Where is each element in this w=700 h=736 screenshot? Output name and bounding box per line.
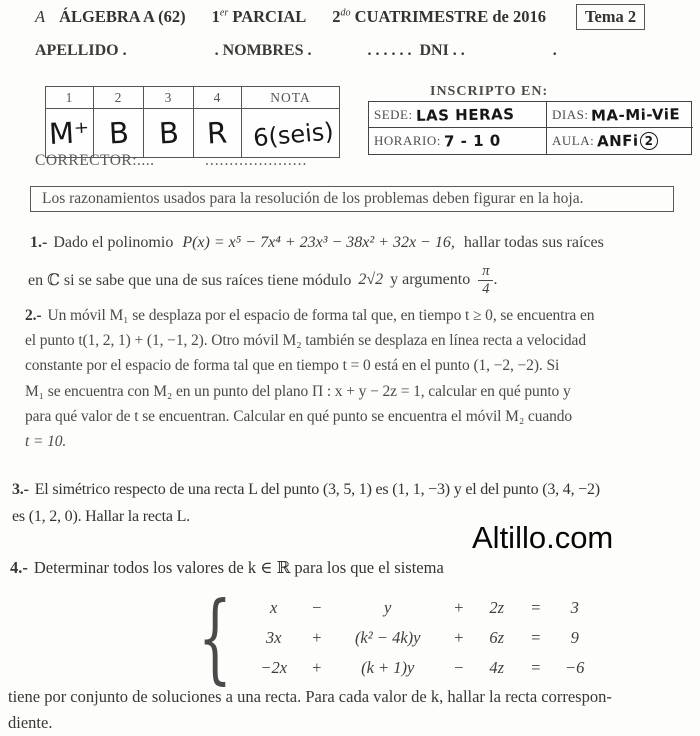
eq2-sign1: + xyxy=(311,628,323,647)
corrector-dotted-line: ..................... xyxy=(205,152,308,169)
problem4-intro xyxy=(10,558,444,578)
term-word: CUATRIMESTRE de 2016 xyxy=(350,7,546,26)
problem2-number: 2.- xyxy=(25,307,42,324)
problem4-tail-line2: diente. xyxy=(8,713,53,732)
problem1-lead: Dado el polinomio xyxy=(53,234,174,251)
eq2-yterm: (k² − 4k)y xyxy=(354,628,421,647)
eq1-rhs: 3 xyxy=(570,598,579,617)
horario-cell xyxy=(369,128,547,154)
horario-handwritten-value: 7 - 1 0 xyxy=(443,131,501,151)
problem1-line2-text-a: en ℂ si se sabe que una de sus raíces tiene módulo xyxy=(28,272,352,289)
aula-cell xyxy=(547,128,693,154)
problem3-line1 xyxy=(12,476,600,503)
sede-handwritten-value: LAS HERAS xyxy=(415,104,515,125)
grade-value-4 xyxy=(194,109,242,157)
problem2-line1-text: Un móvil M₁ se desplaza por el espacio de forma tal que, en tiempo t ≥ 0, se encuentra en xyxy=(47,307,595,324)
exam-word: PARCIAL xyxy=(228,7,307,26)
eq2-equals: = xyxy=(530,628,542,647)
problem2-line5: para qué valor de t se encuentran. Calcular en qué punto se encuentra el móvil M₂ cuando xyxy=(25,407,573,425)
eq1-zterm: 2z xyxy=(489,598,505,617)
grade-value-2 xyxy=(94,109,144,157)
handwritten-final-grade: 6(seis) xyxy=(252,117,335,153)
term-label xyxy=(332,7,546,26)
problem2 xyxy=(25,303,594,454)
grade-col-nota: NOTA xyxy=(242,87,339,109)
problem2-line1 xyxy=(25,303,594,328)
problem1-polynomial: P(x) = x⁵ − 7x⁴ + 23x³ − 38x² + 32x − 16, xyxy=(182,234,455,251)
problem1-period: . xyxy=(493,271,498,288)
dias-label: DIAS: xyxy=(552,106,589,122)
system-grid xyxy=(246,593,598,683)
exam-number: 1 xyxy=(211,7,220,26)
system-brace: { xyxy=(198,581,232,694)
problem1-line1 xyxy=(30,234,604,252)
grade-col-3: 3 xyxy=(144,87,194,109)
tema-box: Tema 2 xyxy=(576,4,645,30)
grade-value-1 xyxy=(46,109,94,157)
problem1-tail: hallar todas sus raíces xyxy=(463,234,604,251)
term-number: 2 xyxy=(332,7,341,26)
exam-ordinal-sup: er xyxy=(219,7,229,19)
eq3-equals: = xyxy=(530,658,542,677)
problem3-line1-text: El simétrico respecto de una recta L del punto (3, 5, 1) es (1, 1, −3) y el del punto (3, 4, −2) xyxy=(34,481,600,498)
eq3-yterm: (k + 1)y xyxy=(361,658,415,677)
dias-handwritten-value: MA-Mi-ViE xyxy=(591,104,681,125)
grade-value-nota xyxy=(242,109,339,157)
problem2-line3: constante por el espacio de forma tal que en tiempo t = 0 está en el punto (1, −2, −2). Si xyxy=(25,357,560,375)
fraction-denominator: 4 xyxy=(478,280,493,298)
eq3-rhs: −6 xyxy=(565,658,585,677)
eq3-sign1: + xyxy=(311,658,323,677)
grade-col-2: 2 xyxy=(94,87,144,109)
eq2-rhs: 9 xyxy=(570,628,579,647)
problem1-fraction xyxy=(478,263,493,297)
sede-label: SEDE: xyxy=(374,106,413,122)
inscripto-title: INSCRIPTO EN: xyxy=(430,84,549,99)
eq1-xterm: x xyxy=(270,598,278,617)
aula-label: AULA: xyxy=(552,133,595,148)
grade-table xyxy=(45,86,340,158)
dias-cell xyxy=(547,102,693,128)
notice-text: Los razonamientos usados para la resolución de los problemas deben figurar en la hoja. xyxy=(42,190,584,207)
eq3-zterm: 4z xyxy=(489,658,505,677)
grade-col-4: 4 xyxy=(194,87,242,109)
eq2-zterm: 6z xyxy=(489,628,505,647)
problem4-tail-line1: tiene por conjunto de soluciones a una recta. Para cada valor de k, hallar la recta correspon- xyxy=(8,687,612,706)
aula-circled-number: 2 xyxy=(640,132,658,150)
eq2-sign2: + xyxy=(453,628,465,647)
eq1-yterm: y xyxy=(384,598,392,617)
fraction-numerator: π xyxy=(482,262,490,279)
exam-label xyxy=(212,7,307,26)
eq3-sign2: − xyxy=(453,658,465,677)
grade-col-1: 1 xyxy=(46,87,94,109)
problem1-number: 1.- xyxy=(30,234,48,251)
handwritten-grade-3: B xyxy=(157,115,180,151)
problem3-line2: es (1, 2, 0). Hallar la recta L. xyxy=(12,508,190,525)
problem4-number: 4.- xyxy=(10,558,28,577)
problem2-line6: t = 10. xyxy=(25,433,67,451)
problem2-line4: M₁ se encuentra con M₂ en un punto del plano Π : x + y − 2z = 1, calcular en qué punto y xyxy=(25,382,571,400)
altillo-watermark: Altillo.com xyxy=(472,520,614,555)
problem2-line2: el punto t(1, 2, 1) + (1, −1, 2). Otro móvil M₂ también se desplaza en línea recta a velocidad xyxy=(25,332,586,350)
eq1-sign2: + xyxy=(453,598,465,617)
handwritten-grade-2: B xyxy=(107,115,130,151)
eq3-xterm: −2x xyxy=(260,658,288,677)
horario-label: HORARIO: xyxy=(374,133,441,148)
inscripto-table xyxy=(368,101,692,155)
problem3-number: 3.- xyxy=(12,481,29,498)
header-prefix: A xyxy=(35,7,46,26)
eq1-sign1: − xyxy=(311,598,323,617)
problem1-modulo: 2√2 xyxy=(358,271,384,288)
corrector-label: CORRECTOR:.... xyxy=(35,152,155,169)
course-title: ÁLGEBRA A (62) xyxy=(59,7,186,26)
problem4-intro-text: Determinar todos los valores de k ∈ ℝ para los que el sistema xyxy=(33,558,444,577)
eq1-equals: = xyxy=(530,598,542,617)
eq2-xterm: 3x xyxy=(265,628,282,647)
term-ordinal-sup: do xyxy=(340,7,351,19)
handwritten-grade-4: R xyxy=(206,115,229,151)
problem1-line2-text-b: y argumento xyxy=(390,271,471,288)
problem1-line2 xyxy=(28,259,497,301)
aula-handwritten-value: ANFi xyxy=(597,131,639,151)
equation-system xyxy=(198,581,598,694)
exam-header xyxy=(35,7,645,27)
grade-value-3 xyxy=(144,109,194,157)
identity-line: APELLIDO . . NOMBRES . . . . . . . DNI . . . xyxy=(35,42,557,59)
sede-cell xyxy=(369,102,547,128)
notice-box xyxy=(30,186,674,212)
handwritten-grade-1: M⁺ xyxy=(48,114,91,152)
